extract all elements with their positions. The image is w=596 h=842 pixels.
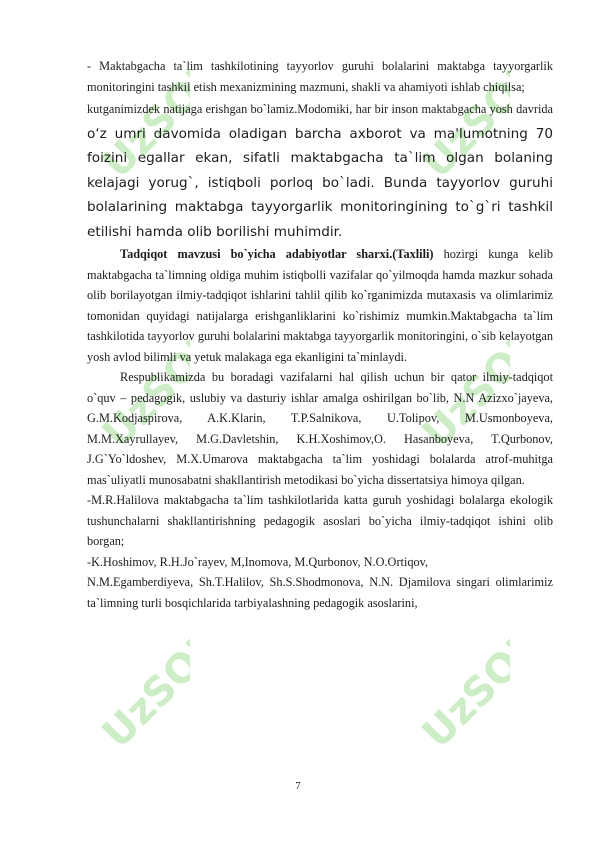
paragraph [87,244,553,367]
paragraph: -M.R.Halilova maktabgacha ta`lim tashkilotlarida katta guruh yoshidagi bolalarga ekologik tushunchalarni shakllantirishning pedagogik asoslari bo`yicha ilmiy-tadqiqot ishini olib borgan; [87,493,553,548]
paragraph-text: hozirgi kunga kelib maktabgacha ta`limning oldiga muhim istiqbolli vazifalar qo`yilmoqda hamda mazkur sohada olib borilayotgan ilmiy-tadqiqot ishlarini tahlil qilib ko`rganimizda mutaxasis va olimlarimiz tomonidan quyidagi natijalarga erishganliklarini ko`rishimiz mumkin.Maktabgacha ta`lim tashkilotida tayyorlov guruhi bolalarini maktabga tayyorgarlik monitoringini, o`sib kelayotgan yosh avlod bilimli va yetuk malakaga ega ekanligini ta`minlaydi. [87,247,553,364]
document-body [87,56,553,613]
paragraph: N.M.Egamberdiyeva, Sh.T.Halilov, Sh.S.Shodmonova, N.N. Djamilova singari olimlarimiz ta`limning turli bosqichlarida tarbiyalashning pedagogik asoslarini, [87,575,553,610]
watermark-logo [70,630,190,750]
paragraph-sans-part: o‘z umri davomida oladigan barcha axborot va ma'lumotning 70 foizini egallar ekan, sifatli maktabgacha ta`lim olgan bolaning kelajagi yorug`, istiqboli porloq bo`ladi. Bunda tayyorlov guruhi bolalarining maktabga tayyorgarlik monitoringining to`g`ri tashkil etilishi hamda olib borilishi muhimdir. [87,125,553,240]
paragraph: Respublikamizda bu boradagi vazifalarni hal qilish uchun bir qator ilmiy-tadqiqot o`quv – pedagogik, uslubiy va dasturiy ishlar amalga oshirilgan bo`lib, N.N Azizxo`jayeva, G.M.Kodjaspirova, A.K.Klarin, T.P.Salnikova, U.Tolipov, M.Usmonboyeva, M.M.Xayrullayev, M.G.Davletshin, K.H.Xoshimov,O. Hasanboyeva, T.Qurbonov, J.G`Yo`ldoshev, M.X.Umarova maktabgacha ta`lim yoshidagi bolalarda atrof-muhitga mas`uliyatli munosabatni shakllantirish metodikasi bo`yicha dissertatsiya himoya qilgan. [87,370,553,487]
section-heading: Tadqiqot mavzusi bo`yicha adabiyotlar sharxi.(Taxlili) [120,247,434,261]
paragraph: - Maktabgacha ta`lim tashkilotining tayyorlov guruhi bolalarini maktabga tayyorgarlik monitoringini tashkil etish mexanizmining mazmuni, shakli va ahamiyoti ishlab chiqilsa; [87,59,553,94]
svg-text:UzSOF: UzSOF [413,330,510,450]
svg-text:UzSOF: UzSOF [93,60,190,180]
paragraph: -K.Hoshimov, R.H.Jo`rayev, M,Inomova, M.Qurbonov, N.O.Ortiqov, [87,554,429,569]
paragraph-serif-part: kutganimizdek natijaga erishgan bo`lamiz.Modomiki, har bir inson maktabgacha yosh davrida [87,102,553,116]
paragraph [87,97,553,244]
svg-text:UzSOF: UzSOF [93,630,190,750]
svg-text:UzSOF: UzSOF [413,630,510,750]
watermark-logo [390,630,510,750]
page-number: 7 [295,780,301,792]
svg-text:UzSOF: UzSOF [93,330,190,450]
svg-text:UzSOF: UzSOF [413,60,510,180]
